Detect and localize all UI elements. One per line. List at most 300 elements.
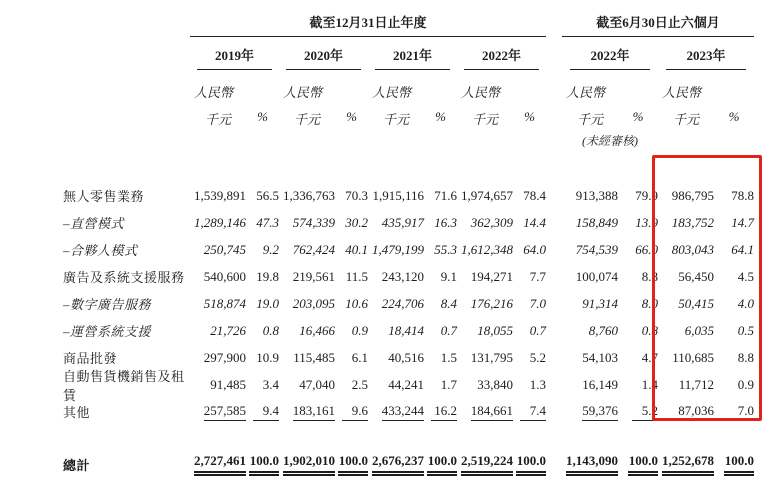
percent-cell [335,377,368,393]
total-percent-value: 100.0 [427,453,457,476]
percent-cell [618,377,658,393]
amount-cell [562,350,618,366]
total-amount-cell [457,453,513,476]
percent-cell [335,269,368,285]
total-amount-value: 2,519,224 [461,453,513,476]
percent-value: 8.4 [440,295,457,311]
percent-value: 79.9 [635,187,658,203]
amount-cell [562,377,618,393]
percent-value: 0.9 [351,322,368,338]
value-group [562,403,658,421]
total-value-group [457,453,546,476]
unit-group [457,109,546,128]
unit-label: 千元 [382,112,409,127]
amount-cell [190,296,246,312]
value-group [658,403,754,421]
percent-value: 56.5 [256,187,279,203]
percent-value: 14.4 [523,214,546,230]
amount-cell [562,242,618,258]
percent-value: 4.7 [641,349,658,365]
amount-cell [562,188,618,204]
amount-value: 194,271 [470,268,513,284]
unit-label: 千元 [672,112,699,127]
amount-cell [457,215,513,231]
amount-cell [368,403,424,421]
percent-value: 19.8 [256,268,279,284]
percent-value: 0.9 [737,376,754,392]
value-group [279,377,368,393]
value-group [368,188,457,204]
amount-value: 87,036 [678,403,714,421]
total-amount-cell [190,453,246,476]
value-group [279,188,368,204]
total-label: 總計 [63,457,91,473]
total-percent-cell [714,453,754,476]
amount-cell [190,377,246,393]
total-value-group [279,453,368,476]
unaudited-note: (未經審核) [582,134,638,148]
percent-cell [714,242,754,258]
percent-label: % [257,109,268,124]
amount-cell [457,242,513,258]
percent-label: % [435,109,446,124]
table-row [63,209,754,236]
percent-value: 70.3 [345,187,368,203]
percent-cell [714,215,754,231]
percent-value: 1.7 [440,376,457,392]
amount-cell [368,215,424,231]
value-group [658,296,754,312]
value-group [658,350,754,366]
value-group [658,215,754,231]
table-row [63,236,754,263]
unit-group [190,109,279,128]
value-group [368,323,457,339]
period-header-row [63,12,754,37]
amount-cell [279,323,335,339]
percent-cell [618,188,658,204]
value-group [562,215,658,231]
total-percent-cell [424,453,457,476]
amount-value: 33,840 [477,376,513,392]
percent-cell [335,350,368,366]
amount-value: 8,760 [588,322,618,338]
percent-cell [424,323,457,339]
value-group [279,403,368,421]
year-header-row [63,43,754,70]
amount-value: 16,149 [582,376,618,392]
total-percent-value: 100.0 [249,453,279,476]
table-row [63,290,754,317]
amount-cell [368,296,424,312]
unit-group [368,109,457,128]
value-group [562,269,658,285]
amount-cell [368,188,424,204]
amount-cell [457,403,513,421]
row-label: –運營系統支援 [63,324,152,339]
amount-value: 803,043 [671,241,714,257]
total-percent-value: 100.0 [628,453,658,476]
amount-value: 100,074 [575,268,618,284]
amount-cell [562,269,618,285]
currency-group [279,82,368,101]
percent-value: 19.0 [256,295,279,311]
percent-value: 66.0 [635,241,658,257]
amount-cell [658,323,714,339]
percent-cell [246,215,279,231]
amount-value: 6,035 [684,322,714,338]
amount-cell [190,269,246,285]
percent-cell [714,323,754,339]
percent-cell [513,242,546,258]
amount-value: 297,900 [203,349,246,365]
amount-value: 91,485 [210,376,246,392]
percent-value: 0.8 [262,322,279,338]
percent-cell [335,296,368,312]
percent-value: 1.4 [641,376,658,392]
amount-cell [658,188,714,204]
percent-value: 78.8 [731,187,754,203]
percent-cell [246,242,279,258]
percent-value: 6.1 [351,349,368,365]
amount-value: 91,314 [582,295,618,311]
table-row [63,398,754,425]
amount-cell [368,377,424,393]
percent-value: 30.2 [345,214,368,230]
total-value-group [562,453,658,476]
amount-value: 47,040 [299,376,335,392]
amount-value: 913,388 [575,187,618,203]
amount-value: 110,685 [672,349,714,365]
row-label: 無人零售業務 [63,189,145,204]
amount-value: 243,120 [381,268,424,284]
year-header: 2022年 [570,43,651,70]
value-group [190,188,279,204]
percent-cell [714,350,754,366]
currency-group [190,82,279,101]
total-percent-cell [335,453,368,476]
percent-value: 0.7 [440,322,457,338]
amount-cell [658,269,714,285]
amount-cell [658,350,714,366]
percent-value: 9.2 [262,241,279,257]
percent-cell [424,215,457,231]
percent-value: 40.1 [345,241,368,257]
percent-value: 4.0 [737,295,754,311]
row-label: 自動售貨機銷售及租賃 [63,368,185,403]
value-group [562,188,658,204]
percent-value: 4.5 [737,268,754,284]
amount-value: 435,917 [381,214,424,230]
currency-label: 人民幣 [194,85,234,100]
amount-cell [279,296,335,312]
currency-label: 人民幣 [662,85,702,100]
currency-group [368,82,457,101]
percent-value: 16.3 [434,214,457,230]
percent-cell [714,296,754,312]
currency-label: 人民幣 [283,85,323,100]
percent-value: 55.3 [434,241,457,257]
amount-value: 250,745 [203,241,246,257]
table-row [63,368,754,403]
percent-cell [424,242,457,258]
percent-value: 1.3 [529,376,546,392]
percent-label: % [524,109,535,124]
amount-value: 176,216 [470,295,513,311]
amount-cell [279,269,335,285]
amount-value: 50,415 [678,295,714,311]
total-amount-value: 2,727,461 [194,453,246,476]
unit-group [279,109,368,128]
amount-cell [368,323,424,339]
amount-value: 183,752 [671,214,714,230]
percent-cell [424,296,457,312]
percent-cell [246,377,279,393]
amount-cell [279,350,335,366]
year-header-group [279,43,368,70]
percent-cell [424,377,457,393]
value-group [562,296,658,312]
amount-cell [457,323,513,339]
value-group [457,403,546,421]
percent-cell [335,215,368,231]
amount-cell [190,403,246,421]
value-group [190,296,279,312]
unit-label: 千元 [471,112,498,127]
percent-cell [618,215,658,231]
year-header-group [368,43,457,70]
amount-value: 115,485 [293,349,335,365]
value-group [457,377,546,393]
value-group [279,296,368,312]
percent-value: 64.0 [523,241,546,257]
unit-group [658,109,754,128]
period-header-annual: 截至12月31日止年度 [190,12,546,37]
percent-value: 8.8 [641,268,658,284]
percent-value: 64.1 [731,241,754,257]
amount-value: 362,309 [470,214,513,230]
currency-header-row [63,82,754,101]
unit-label: 千元 [293,112,320,127]
amount-value: 219,561 [292,268,335,284]
value-group [658,269,754,285]
percent-value: 7.0 [529,295,546,311]
amount-cell [658,296,714,312]
value-group [190,269,279,285]
amount-value: 224,706 [381,295,424,311]
percent-cell [424,403,457,421]
value-group [368,242,457,258]
total-value-group [190,453,279,476]
percent-cell [424,350,457,366]
amount-value: 40,516 [388,349,424,365]
value-group [190,242,279,258]
total-value-group [658,453,754,476]
percent-cell [513,296,546,312]
percent-value: 10.9 [256,349,279,365]
amount-value: 131,795 [470,349,513,365]
amount-value: 18,414 [388,322,424,338]
currency-group [562,82,658,101]
percent-value: 7.4 [520,403,546,421]
percent-cell [714,188,754,204]
amount-cell [457,377,513,393]
percent-cell [246,350,279,366]
percent-value: 7.0 [728,403,754,421]
value-group [457,323,546,339]
value-group [279,269,368,285]
amount-value: 540,600 [203,268,246,284]
percent-cell [335,403,368,421]
value-group [457,269,546,285]
percent-cell [246,323,279,339]
percent-cell [246,296,279,312]
percent-cell [513,350,546,366]
amount-cell [368,242,424,258]
percent-cell [618,350,658,366]
total-amount-value: 2,676,237 [372,453,424,476]
amount-cell [658,403,714,421]
percent-value: 11.5 [345,268,368,284]
amount-cell [190,215,246,231]
total-percent-cell [618,453,658,476]
value-group [190,350,279,366]
amount-value: 1,539,891 [194,187,246,203]
percent-value: 47.3 [256,214,279,230]
percent-value: 0.5 [737,322,754,338]
percent-cell [424,269,457,285]
amount-value: 1,915,116 [372,187,424,203]
amount-value: 54,103 [582,349,618,365]
value-group [658,188,754,204]
percent-cell [618,242,658,258]
amount-cell [562,323,618,339]
total-percent-value: 100.0 [338,453,368,476]
amount-value: 433,244 [382,403,424,421]
amount-value: 518,874 [203,295,246,311]
value-group [190,215,279,231]
percent-value: 9.4 [253,403,279,421]
percent-value: 5.2 [529,349,546,365]
value-group [658,242,754,258]
percent-value: 8.8 [737,349,754,365]
amount-cell [658,377,714,393]
amount-value: 158,849 [575,214,618,230]
amount-value: 56,450 [678,268,714,284]
percent-cell [335,188,368,204]
amount-cell [279,242,335,258]
total-amount-cell [562,453,618,476]
currency-label: 人民幣 [461,85,501,100]
total-amount-cell [658,453,714,476]
year-header: 2021年 [375,43,450,70]
value-group [190,403,279,421]
year-header: 2023年 [666,43,747,70]
value-group [562,323,658,339]
percent-value: 0.7 [529,322,546,338]
currency-label: 人民幣 [566,85,606,100]
unit-label: 千元 [204,112,231,127]
percent-value: 71.6 [434,187,457,203]
percent-label: % [632,109,644,124]
table-body [63,182,754,425]
percent-cell [513,188,546,204]
unit-label: 千元 [576,112,603,127]
amount-cell [658,242,714,258]
amount-value: 203,095 [292,295,335,311]
value-group [658,323,754,339]
percent-value: 13.9 [635,214,658,230]
total-percent-value: 100.0 [724,453,754,476]
amount-cell [562,296,618,312]
year-header-group [562,43,658,70]
percent-cell [513,269,546,285]
amount-cell [279,188,335,204]
currency-label: 人民幣 [372,85,412,100]
percent-cell [246,269,279,285]
table-row [63,263,754,290]
currency-group [457,82,546,101]
value-group [279,350,368,366]
percent-value: 2.5 [351,376,368,392]
value-group [457,350,546,366]
amount-value: 1,974,657 [461,187,513,203]
percent-cell [618,403,658,421]
total-percent-cell [246,453,279,476]
row-label: 商品批發 [63,351,118,366]
amount-cell [457,350,513,366]
total-value-group [368,453,457,476]
percent-cell [714,269,754,285]
percent-cell [246,403,279,421]
amount-cell [190,323,246,339]
row-label: –合夥人模式 [63,243,138,258]
percent-cell [513,377,546,393]
value-group [279,323,368,339]
percent-cell [424,188,457,204]
value-group [457,215,546,231]
amount-cell [368,269,424,285]
amount-value: 762,424 [292,241,335,257]
value-group [368,403,457,421]
amount-cell [457,296,513,312]
percent-cell [513,215,546,231]
year-header: 2020年 [286,43,361,70]
amount-cell [457,269,513,285]
percent-cell [618,296,658,312]
amount-value: 1,289,146 [194,214,246,230]
amount-cell [279,377,335,393]
amount-cell [658,215,714,231]
amount-cell [562,403,618,421]
percent-value: 1.5 [440,349,457,365]
value-group [457,296,546,312]
currency-group [658,82,754,101]
table-row [63,182,754,209]
percent-label: % [346,109,357,124]
value-group [457,188,546,204]
amount-value: 44,241 [388,376,424,392]
percent-value: 0.8 [641,322,658,338]
row-label: 廣告及系統支援服務 [63,270,185,285]
year-header-group [190,43,279,70]
percent-cell [246,188,279,204]
value-group [190,377,279,393]
amount-cell [562,215,618,231]
period-header-six-months: 截至6月30日止六個月 [562,12,754,37]
value-group [368,269,457,285]
value-group [279,242,368,258]
